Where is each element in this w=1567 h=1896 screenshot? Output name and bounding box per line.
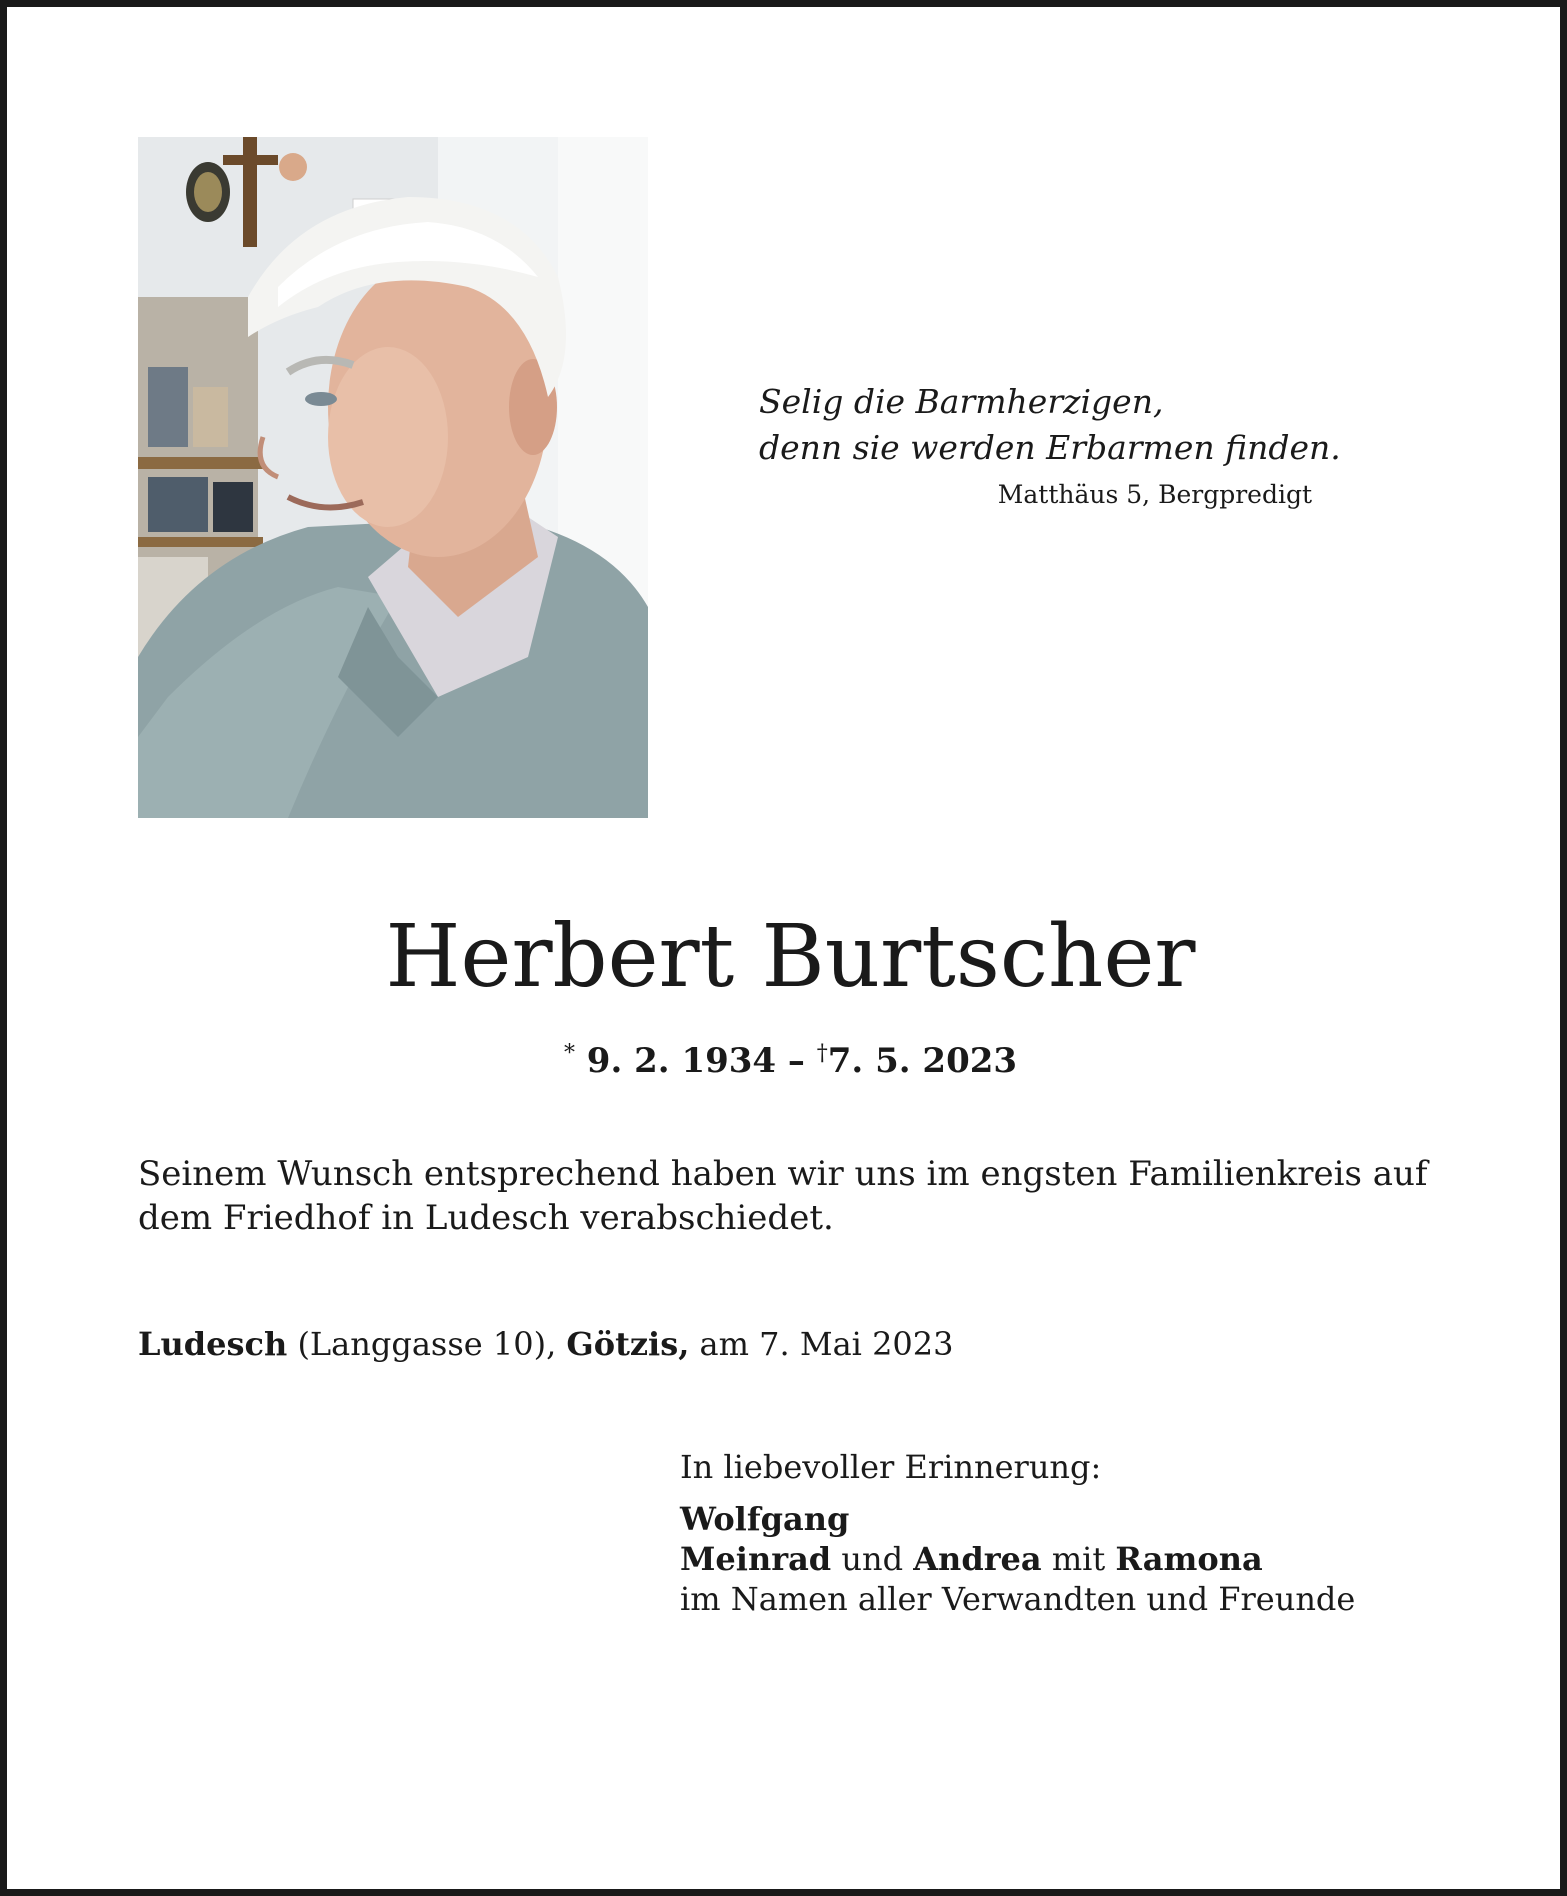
quote-source: Matthäus 5, Bergpredigt <box>997 480 1312 509</box>
signoff-line-2 <box>680 1539 1480 1579</box>
signoff-with: mit <box>1041 1540 1116 1578</box>
address: (Langgasse 10), <box>287 1325 567 1363</box>
portrait-photo <box>138 137 648 818</box>
quote-line-1: Selig die Barmherzigen, <box>759 382 1164 421</box>
death-date: 7. 5. 2023 <box>827 1041 1018 1081</box>
mourner-meinrad: Meinrad <box>680 1540 832 1578</box>
signoff-line-1 <box>680 1499 1480 1539</box>
signoff-block <box>680 1447 1480 1619</box>
date-separator: – <box>776 1041 817 1081</box>
signoff-and: und <box>831 1540 914 1578</box>
deceased-name: Herbert Burtscher <box>385 907 1196 1007</box>
notice-date: am 7. Mai 2023 <box>689 1325 954 1363</box>
town-goetzis: Götzis, <box>566 1325 690 1363</box>
birth-date: 9. 2. 1934 <box>586 1041 777 1081</box>
death-symbol: † <box>816 1041 828 1066</box>
town-ludesch: Ludesch <box>138 1325 288 1363</box>
birth-symbol: * <box>563 1041 575 1066</box>
mourner-ramona: Ramona <box>1115 1540 1263 1578</box>
signoff-intro: In liebevoller Erinnerung: <box>680 1448 1102 1486</box>
quote-line-2: denn sie werden Erbarmen finden. <box>759 428 1341 467</box>
funeral-message: Seinem Wunsch entsprechend haben wir uns im engsten Familienkreis auf dem Friedhof in Ludesch verabschiedet. <box>138 1154 1428 1238</box>
signoff-closing: im Namen aller Verwandten und Freunde <box>680 1580 1356 1618</box>
mourner-andrea: Andrea <box>913 1540 1042 1578</box>
life-dates <box>7 1029 1567 1086</box>
mourner-wolfgang: Wolfgang <box>680 1500 850 1538</box>
bible-quote <box>759 379 1341 515</box>
place-and-date <box>138 1322 1438 1366</box>
